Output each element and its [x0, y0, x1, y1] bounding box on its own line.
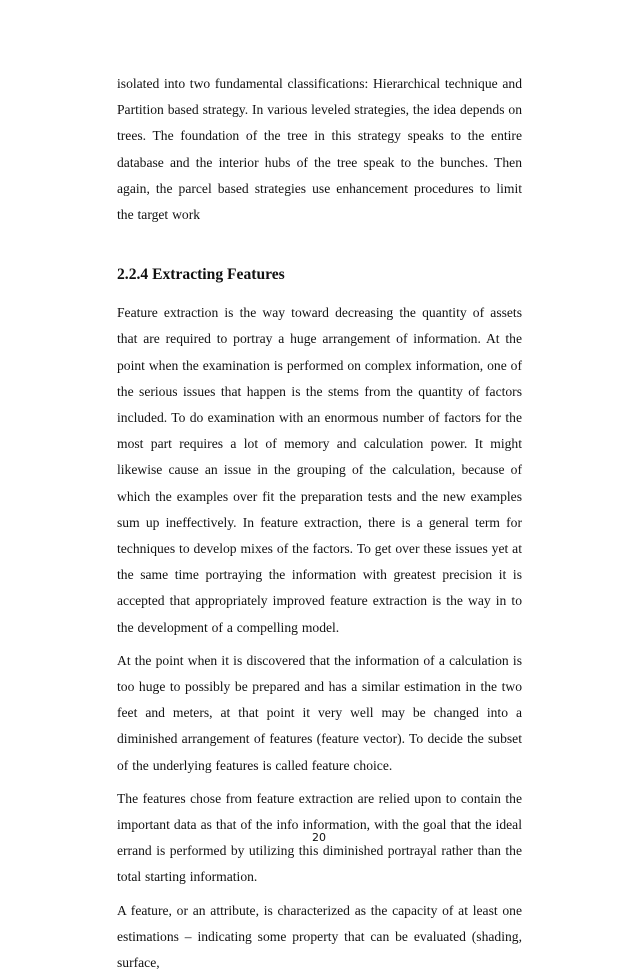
- paragraph-feature-definition: A feature, or an attribute, is characterized as the capacity of at least one estimations – indicating some property that can be evaluated (shading, surface,: [117, 902, 522, 971]
- page-number: 20: [312, 831, 326, 844]
- paragraph-selected-features: The features chose from feature extraction are relied upon to contain the important data as that of the info information, with the goal that the ideal errand is performed by utilizing this diminished portrayal rather than the total starting information.: [117, 790, 522, 885]
- section-heading: 2.2.4 Extracting Features: [117, 266, 285, 284]
- paragraph-feature-extraction-intro: Feature extraction is the way toward decreasing the quantity of assets that are required to portray a huge arrangement of information. At the point when the examination is performed on complex information, one of the serious issues that happen is the stems from the quantity of factors included. To do examination with an enormous number of factors for the most part requires a lot of memory and calculation power. It might likewise cause an issue in the grouping of the calculation, because of which the examples over fit the preparation tests and the new examples sum up ineffectively. In feature extraction, there is a general term for techniques to develop mixes of the factors. To get over these issues yet at the same time portraying the information with greatest precision it is accepted that appropriately improved feature extraction is the way in to the development of a compelling model.: [117, 305, 522, 635]
- paragraph-feature-vector: At the point when it is discovered that the information of a calculation is too huge to possibly be prepared and has a similar estimation in the two feet and meters, at that point it very well may be changed into a diminished arrangement of features (feature vector). To decide the subset of the underlying features is called feature choice.: [117, 652, 522, 773]
- paragraph-continued: isolated into two fundamental classifications: Hierarchical technique and Partition based strategy. In various leveled strategies, the idea depends on trees. The foundation of the tree in this strategy speaks to the entire database and the interior hubs of the tree speak to the bunches. Then again, the parcel based strategies use enhancement procedures to limit the target work: [117, 76, 523, 223]
